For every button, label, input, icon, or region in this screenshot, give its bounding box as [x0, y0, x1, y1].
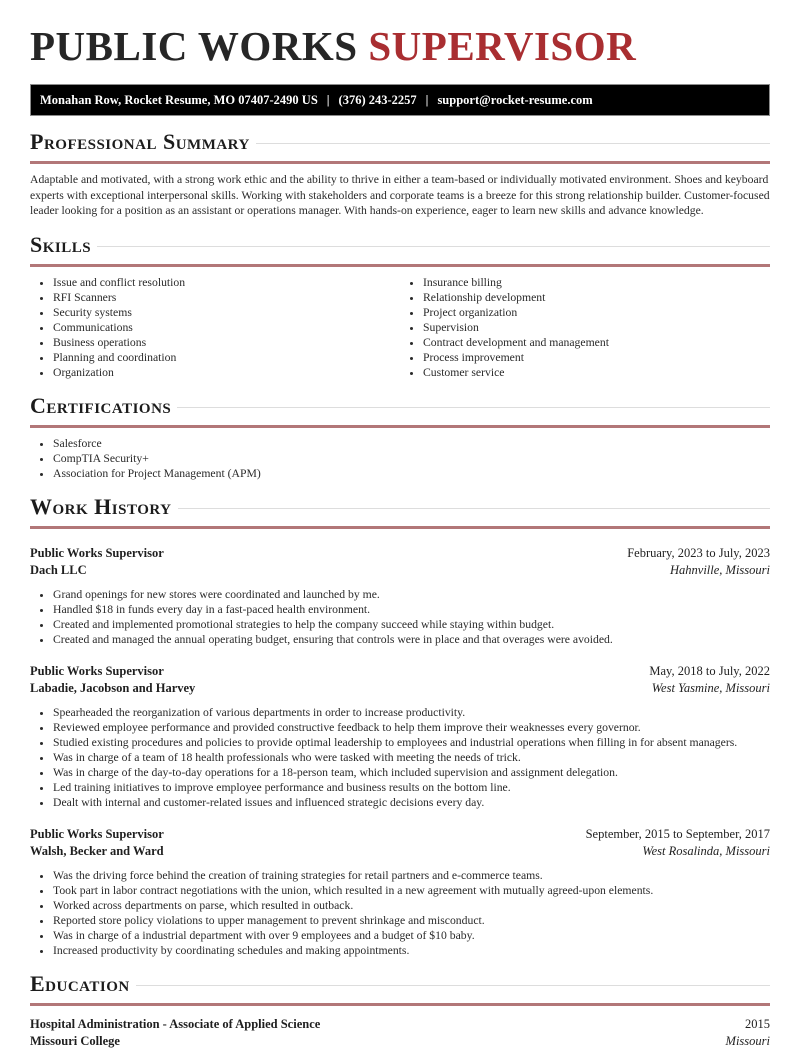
skill-item: • Insurance billing — [423, 275, 770, 290]
school: Missouri College — [30, 1033, 120, 1048]
job-bullet: • Handled $18 in funds every day in a fast-paced health environment. — [53, 602, 770, 617]
certifications-list — [30, 436, 770, 481]
skills-heading: Skills — [30, 233, 770, 257]
graduation-year: 2015 — [745, 1016, 770, 1031]
job-title: Public Works Supervisor — [30, 663, 164, 678]
job-bullet: • Grand openings for new stores were coordinated and launched by me. — [53, 587, 770, 602]
school-row — [30, 1033, 770, 1050]
job-dates: February, 2023 to July, 2023 — [627, 545, 770, 560]
job-bullet: • Reviewed employee performance and provided constructive feedback to help them improve their weaknesses every governor. — [53, 720, 770, 735]
degree-row — [30, 1016, 770, 1033]
section-certifications — [30, 394, 770, 481]
page-title — [30, 24, 770, 69]
job-company: Dach LLC — [30, 562, 87, 577]
skills-list-right — [400, 275, 770, 380]
education-entry — [30, 1016, 770, 1050]
job-company-row — [30, 843, 770, 860]
skill-item: • Supervision — [423, 320, 770, 335]
title-accent: SUPERVISOR — [368, 23, 637, 69]
skill-item: • Relationship development — [423, 290, 770, 305]
skill-item: • Planning and coordination — [53, 350, 400, 365]
job-bullet-list — [30, 868, 770, 958]
skill-item: • Project organization — [423, 305, 770, 320]
section-rule — [30, 161, 770, 164]
job-bullet: • Reported store policy violations to upper management to prevent shrinkage and misconduct. — [53, 913, 770, 928]
certification-item: • Salesforce — [53, 436, 770, 451]
job-bullet: • Created and managed the annual operating budget, ensuring that controls were in place and that overages were avoided. — [53, 632, 770, 647]
job-bullet-list — [30, 587, 770, 647]
section-professional-summary — [30, 130, 770, 219]
job-bullet: • Was the driving force behind the creation of training strategies for retail partners and e-commerce teams. — [53, 868, 770, 883]
contact-bar — [30, 84, 770, 116]
contact-email: support@rocket-resume.com — [437, 93, 593, 107]
job-dates: September, 2015 to September, 2017 — [585, 826, 770, 841]
job-location: Hahnville, Missouri — [670, 562, 770, 577]
job-company: Labadie, Jacobson and Harvey — [30, 680, 196, 695]
job-bullet: • Led training initiatives to improve employee performance and business results on the bottom line. — [53, 780, 770, 795]
skills-list-left — [30, 275, 400, 380]
job-bullet: • Was in charge of the day-to-day operations for a 18-person team, which included supervision and assignment delegation. — [53, 765, 770, 780]
job-location: West Rosalinda, Missouri — [642, 843, 770, 858]
contact-phone: (376) 243-2257 — [338, 93, 417, 107]
job-bullet-list — [30, 705, 770, 810]
contact-address: Monahan Row, Rocket Resume, MO 07407-2490 US — [40, 93, 318, 107]
skill-item: • Business operations — [53, 335, 400, 350]
skill-item: • Issue and conflict resolution — [53, 275, 400, 290]
job-dates: May, 2018 to July, 2022 — [649, 663, 770, 678]
section-rule — [30, 526, 770, 529]
job-company-row — [30, 562, 770, 579]
school-location: Missouri — [725, 1033, 770, 1048]
job-entry — [30, 826, 770, 958]
job-bullet: • Created and implemented promotional strategies to help the company succeed while staying within budget. — [53, 617, 770, 632]
job-bullet: • Increased productivity by coordinating schedules and making appointments. — [53, 943, 770, 958]
section-rule — [30, 425, 770, 428]
job-company: Walsh, Becker and Ward — [30, 843, 164, 858]
job-bullet: • Took part in labor contract negotiations with the union, which resulted in a new agreement with mutually agreed-upon elements. — [53, 883, 770, 898]
job-bullet: • Worked across departments on parse, which resulted in outback. — [53, 898, 770, 913]
job-title: Public Works Supervisor — [30, 545, 164, 560]
certifications-heading: Certifications — [30, 394, 770, 418]
job-entry — [30, 663, 770, 810]
section-skills — [30, 233, 770, 380]
education-list — [30, 1016, 770, 1050]
job-title-row — [30, 545, 770, 562]
skill-item: • Contract development and management — [423, 335, 770, 350]
job-bullet: • Was in charge of a team of 18 health professionals who were tasked with meeting the needs of trick. — [53, 750, 770, 765]
skill-item: • Communications — [53, 320, 400, 335]
skill-item: • Security systems — [53, 305, 400, 320]
title-main: PUBLIC WORKS — [30, 23, 369, 69]
section-education — [30, 972, 770, 1050]
work-history-heading: Work History — [30, 495, 770, 519]
section-rule — [30, 1003, 770, 1006]
skill-item: • RFI Scanners — [53, 290, 400, 305]
summary-heading: Professional Summary — [30, 130, 770, 154]
skill-item: • Process improvement — [423, 350, 770, 365]
section-work-history — [30, 495, 770, 958]
job-location: West Yasmine, Missouri — [651, 680, 770, 695]
job-bullet: • Studied existing procedures and policies to provide optimal leadership to employees and industrial operations when filling in for absent managers. — [53, 735, 770, 750]
degree: Hospital Administration - Associate of Applied Science — [30, 1016, 321, 1031]
certification-item: • CompTIA Security+ — [53, 451, 770, 466]
skill-item: • Customer service — [423, 365, 770, 380]
job-company-row — [30, 680, 770, 697]
certification-item: • Association for Project Management (APM) — [53, 466, 770, 481]
job-title-row — [30, 826, 770, 843]
job-bullet: • Dealt with internal and customer-related issues and influenced strategic decisions every day. — [53, 795, 770, 810]
job-bullet: • Spearheaded the reorganization of various departments in order to increase productivity. — [53, 705, 770, 720]
skill-item: • Organization — [53, 365, 400, 380]
skills-columns — [30, 267, 770, 380]
summary-text: Adaptable and motivated, with a strong work ethic and the ability to thrive in either a team-based or individually motivated environment. Shoes and keyboard experts with exceptional interpersonal skills. Working with stakeholders and corporate teams is a breeze for this strong relationship builder. Customer-focused leader looking for a position as an assistant or operations manager. With hands-on experience, eager to learn new skills and advance knowledge. — [30, 173, 770, 217]
job-bullet: • Was in charge of a industrial department with over 9 employees and a budget of $10 baby. — [53, 928, 770, 943]
job-title: Public Works Supervisor — [30, 826, 164, 841]
contact-separator: | — [326, 93, 330, 107]
contact-separator: | — [425, 93, 429, 107]
education-heading: Education — [30, 972, 770, 996]
job-entry — [30, 545, 770, 647]
job-title-row — [30, 663, 770, 680]
job-list — [30, 545, 770, 958]
